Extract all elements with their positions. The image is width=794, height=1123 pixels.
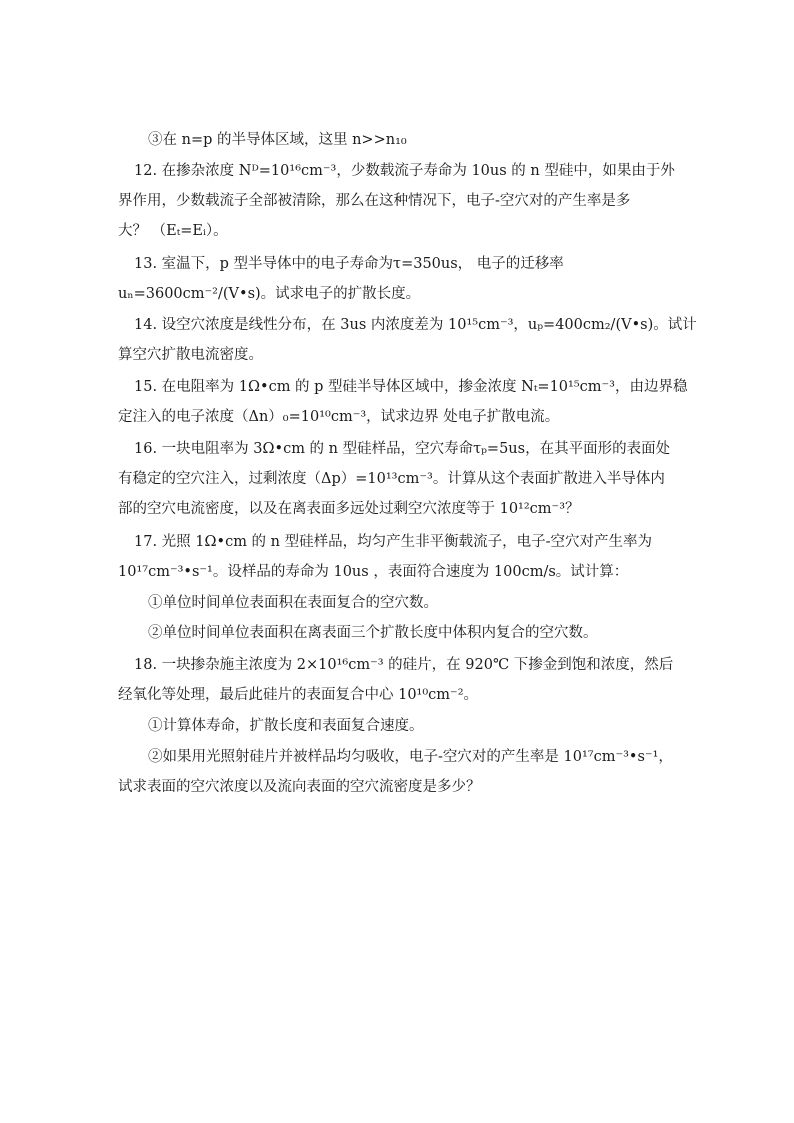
problem-14-line-2: 算空穴扩散电流密度。 (118, 347, 263, 363)
problem-12-line-1: 12. 在掺杂浓度 Nᴰ=10¹⁶cm⁻³，少数载流子寿命为 10us 的 n 型硅中，如果由于外 (134, 163, 675, 179)
problem-17-sub-1: ①单位时间单位表面积在表面复合的空穴数。 (148, 595, 438, 611)
problem-16-line-2: 有稳定的空穴注入，过剩浓度（Δp）=10¹³cm⁻³。计算从这个表面扩散进入半导体内 (118, 471, 665, 487)
problem-15-line-2: 定注入的电子浓度（Δn）₀=10¹⁰cm⁻³，试求边界 处电子扩散电流。 (118, 409, 560, 425)
sub-item-3: ③在 n=p 的半导体区域，这里 n>>n₁₀ (148, 132, 407, 148)
problem-16-line-1: 16. 一块电阻率为 3Ω•cm 的 n 型硅样品，空穴寿命τₚ=5us，在其平面形的表面处 (134, 441, 671, 457)
problem-13-line-1: 13. 室温下，p 型半导体中的电子寿命为τ=350us， 电子的迁移率 (134, 256, 564, 272)
problem-17-line-1: 17. 光照 1Ω•cm 的 n 型硅样品，均匀产生非平衡载流子，电子-空穴对产生率为 (134, 534, 653, 550)
problem-17-sub-2: ②单位时间单位表面积在离表面三个扩散长度中体积内复合的空穴数。 (148, 625, 598, 641)
problem-12-line-2: 界作用，少数载流子全部被清除，那么在这种情况下，电子-空穴对的产生率是多 (118, 193, 631, 209)
problem-18-sub-2: ②如果用光照射硅片并被样品均匀吸收，电子-空穴对的产生率是 10¹⁷cm⁻³•s⁻¹， (148, 749, 673, 765)
problem-18-line-3: 试求表面的空穴浓度以及流向表面的空穴流密度是多少？ (118, 779, 481, 795)
problem-16-line-3: 部的空穴电流密度，以及在离表面多远处过剩空穴浓度等于 10¹²cm⁻³？ (118, 501, 580, 517)
problem-14-line-1: 14. 设空穴浓度是线性分布，在 3us 内浓度差为 10¹⁵cm⁻³，uₚ=400cm₂/(V•s)。试计 (134, 317, 697, 333)
problem-13-line-2: uₙ=3600cm⁻²/(V•s)。试求电子的扩散长度。 (118, 286, 421, 302)
problem-15-line-1: 15. 在电阻率为 1Ω•cm 的 p 型硅半导体区域中，掺金浓度 Nₜ=10¹⁵cm⁻³，由边界稳 (134, 379, 688, 395)
problem-18-line-1: 18. 一块掺杂施主浓度为 2×10¹⁶cm⁻³ 的硅片，在 920℃ 下掺金到饱和浓度，然后 (134, 657, 674, 673)
problem-17-line-2: 10¹⁷cm⁻³•s⁻¹。设样品的寿命为 10us ，表面符合速度为 100cm/s。试计算： (118, 564, 629, 580)
problem-12-line-3: 大？ （Eₜ=Eᵢ）。 (118, 223, 228, 239)
problem-18-line-2: 经氧化等处理，最后此硅片的表面复合中心 10¹⁰cm⁻²。 (118, 687, 479, 703)
problem-18-sub-1: ①计算体寿命，扩散长度和表面复合速度。 (148, 718, 424, 734)
